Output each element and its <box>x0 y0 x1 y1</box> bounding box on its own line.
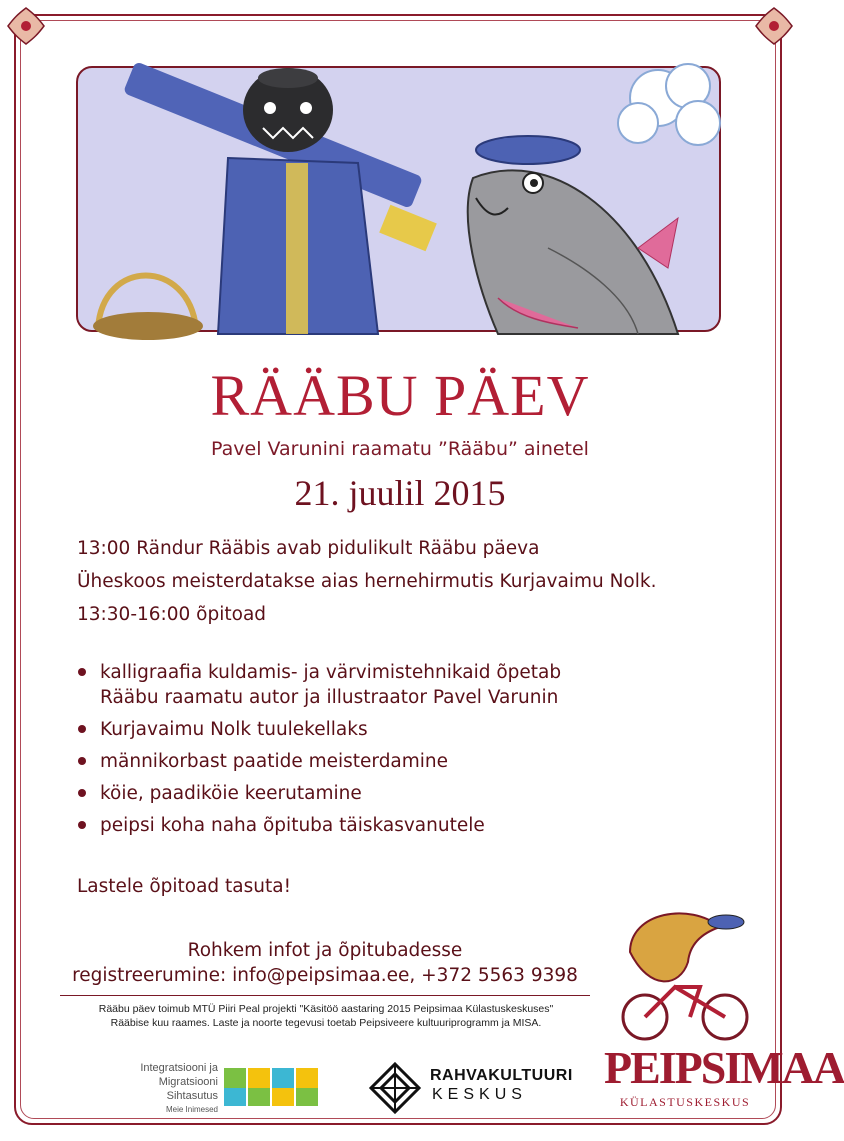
list-item <box>77 781 561 806</box>
corner-ornament-icon <box>752 4 796 48</box>
peipsimaa-logo-subtext: KÜLASTUSKESKUS <box>619 1095 751 1109</box>
rahvakultuuri-logo-text: KESKUS <box>432 1086 527 1103</box>
program-line: 13:30-16:00 õpitoad <box>77 604 267 625</box>
free-note: Lastele õpitoad tasuta! <box>77 876 292 897</box>
corner-ornament-icon <box>4 4 48 48</box>
workshop-text: köie, paadiköie keerutamine <box>100 783 362 804</box>
bullet-icon <box>78 668 86 676</box>
fine-print: Rääbise kuu raames. Laste ja noorte tegevusi toetab Peipsiveere kultuuriprogramm ja MISA. <box>110 1017 542 1029</box>
workshop-text: Kurjavaimu Nolk tuulekellaks <box>100 719 368 740</box>
program-line: 13:00 Rändur Rääbis avab pidulikult Rääbu päeva <box>77 538 540 559</box>
basket-icon <box>93 276 203 341</box>
workshop-text: männikorbast paatide meisterdamine <box>100 751 449 772</box>
fine-print: Rääbu päev toimub MTÜ Piiri Peal projekti "Käsitöö aastaring 2015 Peipsimaa Külastuskeskuses" <box>98 1003 554 1015</box>
bullet-icon <box>78 757 86 765</box>
fish-icon <box>468 136 678 334</box>
workshop-text: peipsi koha naha õpituba täiskasvanutele <box>100 815 485 836</box>
peipsimaa-logo-text: PEIPSIMAA <box>604 1042 844 1093</box>
list-item <box>77 749 561 774</box>
workshop-text: kalligraafia kuldamis- ja värvimistehnikaid õpetab <box>100 662 562 683</box>
list-item <box>77 717 561 742</box>
workshop-text: Rääbu raamatu autor ja illustraator Pavel Varunin <box>100 687 559 708</box>
scarecrow-and-fish-illustration <box>78 68 723 334</box>
bullet-icon <box>78 821 86 829</box>
hero-illustration <box>76 66 721 332</box>
cloud-icon <box>618 64 720 145</box>
integration-foundation-logo-text <box>108 1061 218 1117</box>
bullet-icon <box>78 789 86 797</box>
list-item <box>77 813 561 838</box>
rahvakultuuri-ornament-icon <box>368 1061 422 1115</box>
logo-line: Meie Inimesed <box>165 1105 218 1114</box>
contact-info: Rohkem infot ja õpitubadesse <box>187 940 463 961</box>
event-title: RÄÄBU PÄEV <box>210 363 590 428</box>
logo-line: Integratsiooni ja <box>140 1062 218 1074</box>
event-subtitle: Pavel Varunini raamatu ”Rääbu” ainetel <box>211 438 589 460</box>
logo-line: Migratsiooni Sihtasutus <box>158 1076 218 1102</box>
cycling-fish-logo-icon <box>610 892 760 1042</box>
event-date: 21. juulil 2015 <box>294 473 506 513</box>
puzzle-logo-icon <box>222 1062 322 1108</box>
rahvakultuuri-logo-text: RAHVAKULTUURI <box>430 1067 573 1084</box>
program-line: Üheskoos meisterdatakse aias hernehirmutis Kurjavaimu Nolk. <box>77 571 657 592</box>
list-item <box>77 660 561 710</box>
workshop-list <box>77 660 561 845</box>
divider <box>60 995 590 996</box>
bullet-icon <box>78 725 86 733</box>
contact-info[interactable]: registreerumine: info@peipsimaa.ee, +372 5563 9398 <box>72 965 578 986</box>
